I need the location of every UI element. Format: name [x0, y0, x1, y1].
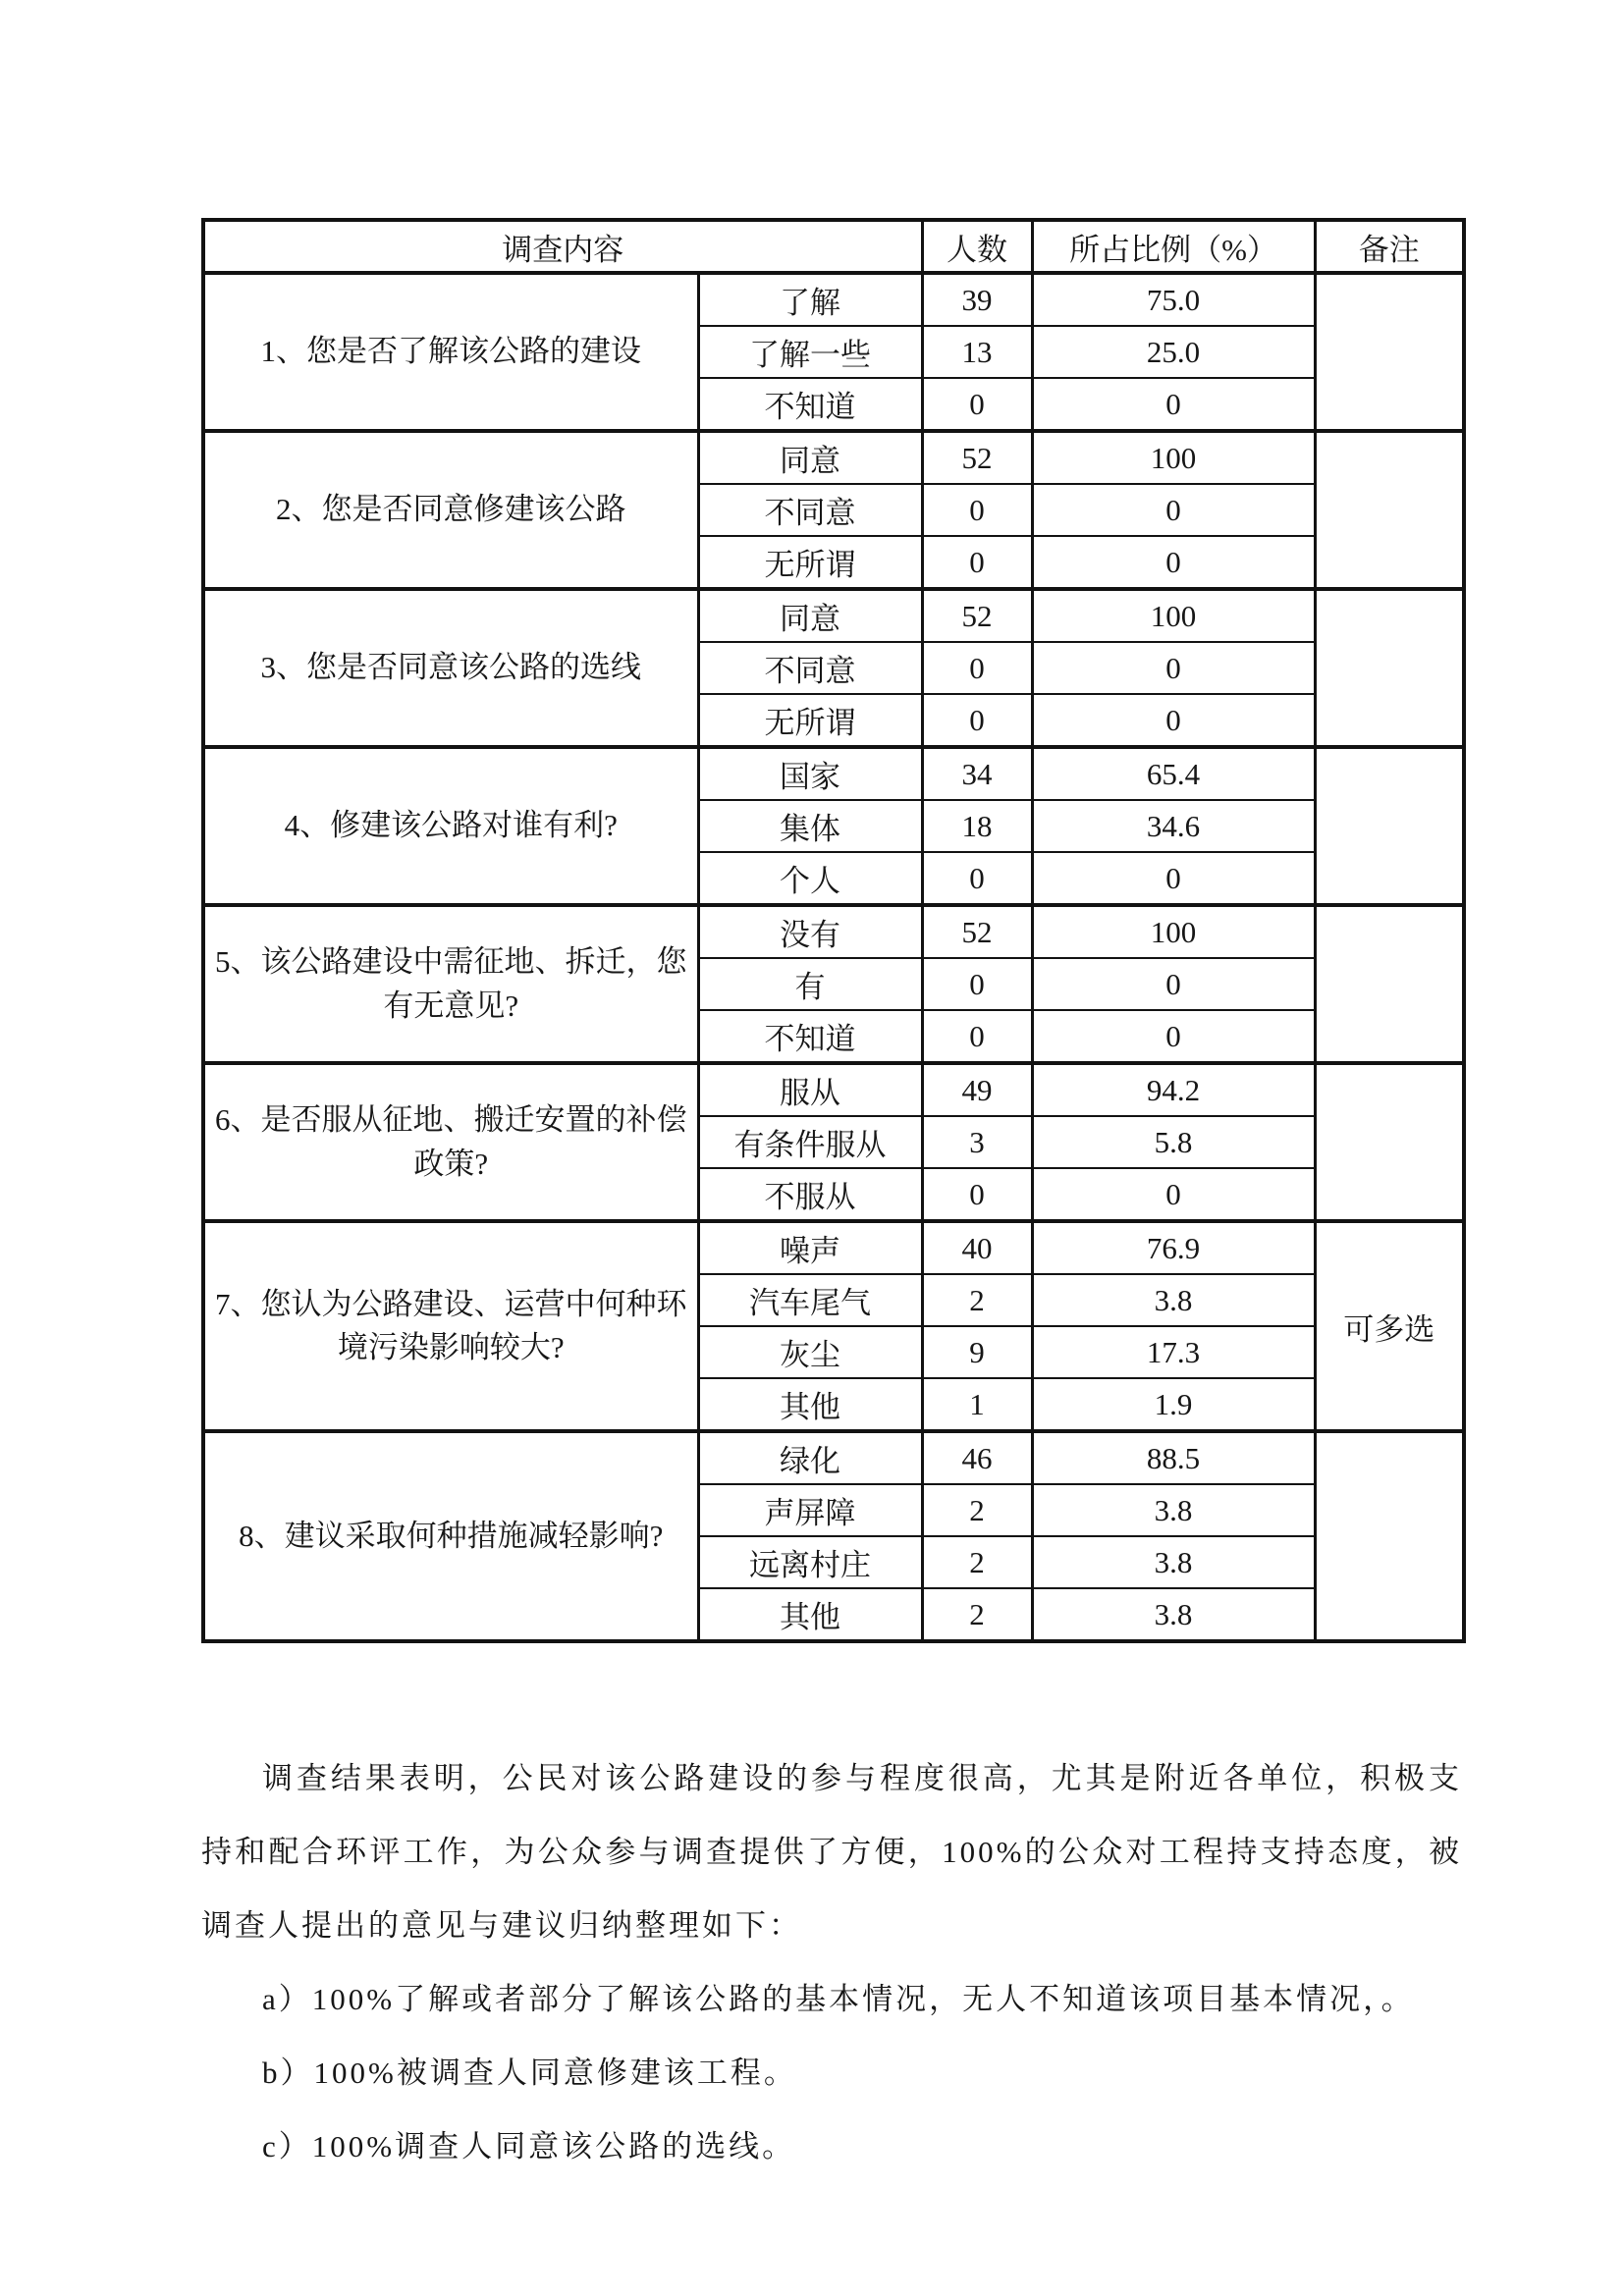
option-cell: 不同意 [698, 484, 922, 536]
table-row [203, 1431, 1464, 1484]
header-row [203, 220, 1464, 273]
question-cell: 3、您是否同意该公路的选线 [203, 589, 698, 747]
survey-results-table [201, 218, 1466, 1643]
suggestion-item-c: c）100%调查人同意该公路的选线。 [262, 2129, 796, 2163]
count-cell: 0 [922, 378, 1032, 431]
count-cell: 0 [922, 958, 1032, 1010]
count-cell: 40 [922, 1221, 1032, 1274]
question-cell: 4、修建该公路对谁有利? [203, 747, 698, 905]
count-cell: 0 [922, 1168, 1032, 1221]
count-cell: 2 [922, 1484, 1032, 1536]
option-cell: 服从 [698, 1063, 922, 1116]
table-row [203, 273, 1464, 326]
count-cell: 49 [922, 1063, 1032, 1116]
table-row [203, 589, 1464, 642]
remark-cell [1315, 747, 1464, 905]
percent-cell: 100 [1032, 589, 1315, 642]
question-cell: 7、您认为公路建设、运营中何种环境污染影响较大? [203, 1221, 698, 1431]
table-header [203, 220, 1464, 273]
option-cell: 有 [698, 958, 922, 1010]
count-cell: 0 [922, 1010, 1032, 1063]
count-cell: 0 [922, 852, 1032, 905]
header-count: 人数 [922, 220, 1032, 273]
option-cell: 远离村庄 [698, 1536, 922, 1588]
option-cell: 了解 [698, 273, 922, 326]
percent-cell: 17.3 [1032, 1326, 1315, 1378]
option-cell: 国家 [698, 747, 922, 800]
count-cell: 9 [922, 1326, 1032, 1378]
remark-cell [1315, 589, 1464, 747]
percent-cell: 0 [1032, 536, 1315, 589]
header-percentage: 所占比例（%） [1032, 220, 1315, 273]
option-cell: 集体 [698, 800, 922, 852]
option-cell: 不同意 [698, 642, 922, 694]
percent-cell: 3.8 [1032, 1588, 1315, 1641]
percent-cell: 100 [1032, 431, 1315, 484]
remark-cell: 可多选 [1315, 1221, 1464, 1431]
option-cell: 绿化 [698, 1431, 922, 1484]
count-cell: 3 [922, 1116, 1032, 1168]
percent-cell: 65.4 [1032, 747, 1315, 800]
percent-cell: 34.6 [1032, 800, 1315, 852]
count-cell: 52 [922, 589, 1032, 642]
table-body [203, 273, 1464, 1641]
option-cell: 噪声 [698, 1221, 922, 1274]
percent-cell: 0 [1032, 958, 1315, 1010]
option-cell: 其他 [698, 1378, 922, 1431]
count-cell: 46 [922, 1431, 1032, 1484]
percent-cell: 3.8 [1032, 1536, 1315, 1588]
body-text [201, 1741, 1462, 2183]
percent-cell: 76.9 [1032, 1221, 1315, 1274]
percent-cell: 94.2 [1032, 1063, 1315, 1116]
percent-cell: 5.8 [1032, 1116, 1315, 1168]
percent-cell: 1.9 [1032, 1378, 1315, 1431]
count-cell: 13 [922, 326, 1032, 378]
question-cell: 8、建议采取何种措施减轻影响? [203, 1431, 698, 1641]
count-cell: 0 [922, 536, 1032, 589]
suggestion-item-b: b）100%被调查人同意修建该工程。 [262, 2056, 797, 2090]
percent-cell: 0 [1032, 642, 1315, 694]
option-cell: 汽车尾气 [698, 1274, 922, 1326]
option-cell: 同意 [698, 589, 922, 642]
remark-cell [1315, 431, 1464, 589]
question-cell: 6、是否服从征地、搬迁安置的补偿政策? [203, 1063, 698, 1221]
count-cell: 0 [922, 642, 1032, 694]
percent-cell: 0 [1032, 852, 1315, 905]
header-remark: 备注 [1315, 220, 1464, 273]
option-cell: 声屏障 [698, 1484, 922, 1536]
count-cell: 39 [922, 273, 1032, 326]
option-cell: 有条件服从 [698, 1116, 922, 1168]
option-cell: 不知道 [698, 1010, 922, 1063]
remark-cell [1315, 1431, 1464, 1641]
table-row [203, 747, 1464, 800]
remark-cell [1315, 905, 1464, 1063]
percent-cell: 0 [1032, 694, 1315, 747]
option-cell: 无所谓 [698, 536, 922, 589]
percent-cell: 0 [1032, 484, 1315, 536]
question-cell: 2、您是否同意修建该公路 [203, 431, 698, 589]
count-cell: 34 [922, 747, 1032, 800]
count-cell: 18 [922, 800, 1032, 852]
option-cell: 个人 [698, 852, 922, 905]
option-cell: 不知道 [698, 378, 922, 431]
percent-cell: 75.0 [1032, 273, 1315, 326]
percent-cell: 3.8 [1032, 1274, 1315, 1326]
percent-cell: 88.5 [1032, 1431, 1315, 1484]
table-row [203, 905, 1464, 958]
option-cell: 其他 [698, 1588, 922, 1641]
count-cell: 2 [922, 1536, 1032, 1588]
count-cell: 2 [922, 1588, 1032, 1641]
count-cell: 0 [922, 484, 1032, 536]
count-cell: 0 [922, 694, 1032, 747]
percent-cell: 0 [1032, 1168, 1315, 1221]
option-cell: 没有 [698, 905, 922, 958]
remark-cell [1315, 273, 1464, 431]
count-cell: 52 [922, 905, 1032, 958]
percent-cell: 3.8 [1032, 1484, 1315, 1536]
count-cell: 1 [922, 1378, 1032, 1431]
question-cell: 1、您是否了解该公路的建设 [203, 273, 698, 431]
remark-cell [1315, 1063, 1464, 1221]
option-cell: 无所谓 [698, 694, 922, 747]
option-cell: 不服从 [698, 1168, 922, 1221]
percent-cell: 25.0 [1032, 326, 1315, 378]
table-row [203, 1063, 1464, 1116]
count-cell: 2 [922, 1274, 1032, 1326]
table-row [203, 1221, 1464, 1274]
summary-paragraph: 调查结果表明，公民对该公路建设的参与程度很高，尤其是附近各单位，积极支持和配合环评工作，为公众参与调查提供了方便，100%的公众对工程持支持态度，被调查人提出的意见与建议归纳整理如下： [201, 1761, 1462, 1943]
option-cell: 了解一些 [698, 326, 922, 378]
suggestion-item-a: a）100%了解或者部分了解该公路的基本情况，无人不知道该项目基本情况，。 [262, 1982, 1415, 2016]
header-survey-content: 调查内容 [203, 220, 922, 273]
option-cell: 灰尘 [698, 1326, 922, 1378]
table-row [203, 431, 1464, 484]
percent-cell: 100 [1032, 905, 1315, 958]
question-cell: 5、该公路建设中需征地、拆迁，您有无意见? [203, 905, 698, 1063]
percent-cell: 0 [1032, 1010, 1315, 1063]
option-cell: 同意 [698, 431, 922, 484]
percent-cell: 0 [1032, 378, 1315, 431]
count-cell: 52 [922, 431, 1032, 484]
